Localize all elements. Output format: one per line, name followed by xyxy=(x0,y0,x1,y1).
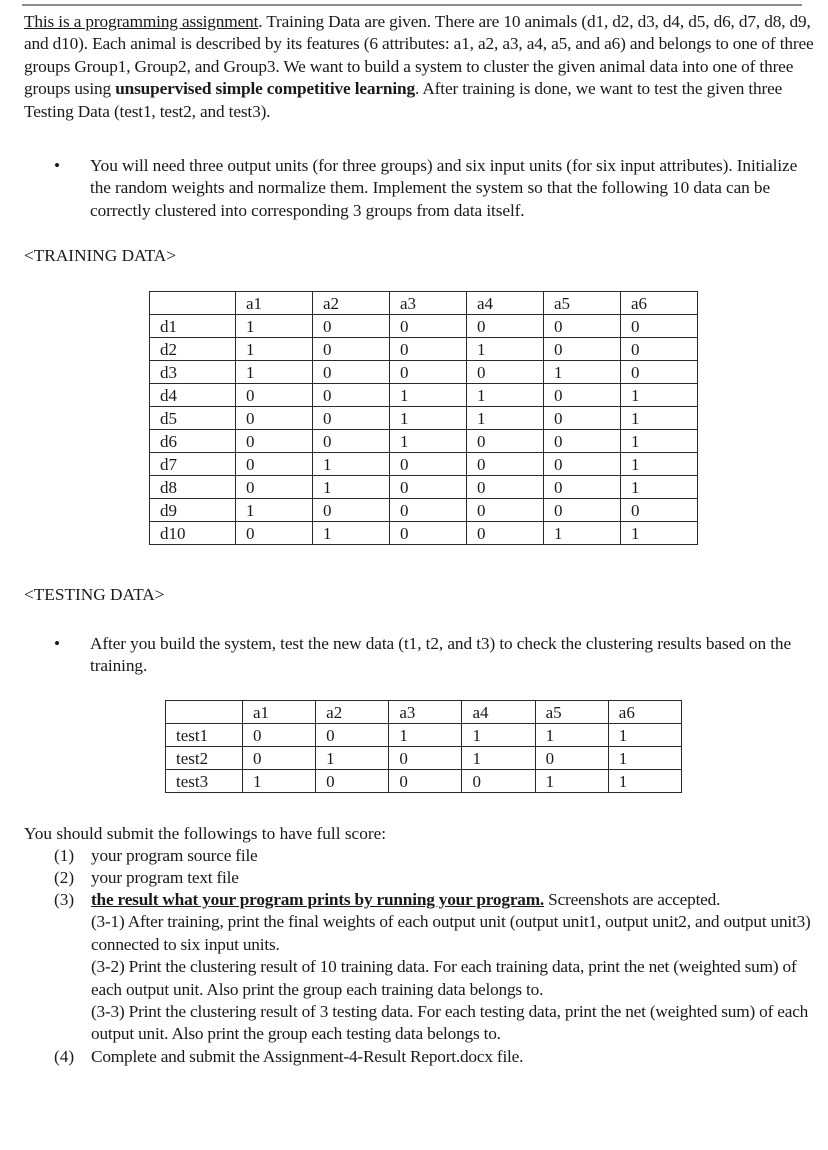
row-label: d2 xyxy=(150,338,236,361)
item3-2: (3-2) Print the clustering result of 10 training data. For each training data, print the net (weighted sum) of each output unit. Also print the group each training data belongs to. xyxy=(91,957,797,999)
table-cell: 0 xyxy=(236,430,313,453)
table-cell: 1 xyxy=(544,361,621,384)
top-rule xyxy=(22,4,802,6)
item-number: (3) xyxy=(54,890,75,909)
table-cell: 1 xyxy=(544,522,621,545)
table-row xyxy=(150,430,698,453)
table-cell: 0 xyxy=(313,407,390,430)
bullet-instructions-text: You will need three output units (for three groups) and six input units (for six input attributes). Initialize the random weights and normalize them. Implement the system so that the following 10 data can be correctly clustered into corresponding 3 groups from data itself. xyxy=(90,156,798,220)
bullet-testing-text: After you build the system, test the new data (t1, t2, and t3) to check the clustering results based on the training. xyxy=(90,634,792,676)
table-cell: 1 xyxy=(236,499,313,522)
row-label: d5 xyxy=(150,407,236,430)
table-cell: 1 xyxy=(462,724,535,747)
column-header: a5 xyxy=(535,701,608,724)
intro-text-2: . After training is done, we want to test the given three Testing Data (test1, test2, and test3). xyxy=(24,79,783,121)
table-cell: 1 xyxy=(621,476,698,499)
table-cell: 1 xyxy=(243,770,316,793)
column-header: a1 xyxy=(236,292,313,315)
row-label: d4 xyxy=(150,384,236,407)
table-cell: 1 xyxy=(608,747,681,770)
table-cell: 0 xyxy=(389,747,462,770)
row-label: d6 xyxy=(150,430,236,453)
item-text: your program source file xyxy=(91,846,258,865)
table-cell: 0 xyxy=(544,453,621,476)
table-cell: 0 xyxy=(236,453,313,476)
table-cell: 1 xyxy=(608,770,681,793)
row-label: test2 xyxy=(166,747,243,770)
table-cell: 0 xyxy=(467,430,544,453)
table-cell: 0 xyxy=(467,476,544,499)
intro-underlined: This is a programming assignment xyxy=(24,12,259,31)
table-cell: 0 xyxy=(621,361,698,384)
row-label: d7 xyxy=(150,453,236,476)
table-cell: 0 xyxy=(621,315,698,338)
table-header-row xyxy=(166,701,682,724)
table-cell: 0 xyxy=(390,476,467,499)
item3-bold: the result what your program prints by running your program. xyxy=(91,890,545,909)
training-table xyxy=(149,291,698,545)
table-cell: 0 xyxy=(467,361,544,384)
table-cell: 0 xyxy=(462,770,535,793)
table-cell: 0 xyxy=(313,384,390,407)
item3-1: (3-1) After training, print the final weights of each output unit (output unit1, output unit2, and output unit3) connected to six input units. xyxy=(91,912,811,954)
table-cell: 0 xyxy=(390,338,467,361)
row-label: d8 xyxy=(150,476,236,499)
table-cell: 1 xyxy=(621,407,698,430)
table-cell: 0 xyxy=(236,407,313,430)
table-row xyxy=(150,453,698,476)
header-corner xyxy=(166,701,243,724)
table-row xyxy=(150,338,698,361)
table-row xyxy=(150,499,698,522)
training-heading: <TRAINING DATA> xyxy=(24,246,177,265)
table-cell: 0 xyxy=(621,338,698,361)
table-cell: 0 xyxy=(621,499,698,522)
table-cell: 1 xyxy=(236,361,313,384)
table-cell: 0 xyxy=(313,430,390,453)
table-cell: 1 xyxy=(316,747,389,770)
table-cell: 0 xyxy=(544,476,621,499)
item-number: (4) xyxy=(54,1047,75,1066)
table-cell: 1 xyxy=(390,430,467,453)
testing-heading: <TESTING DATA> xyxy=(24,585,165,604)
table-cell: 1 xyxy=(313,476,390,499)
item-number: (1) xyxy=(54,846,75,865)
bullet-dot: • xyxy=(54,156,61,175)
table-cell: 0 xyxy=(313,338,390,361)
table-cell: 0 xyxy=(467,315,544,338)
column-header: a3 xyxy=(389,701,462,724)
table-cell: 0 xyxy=(544,315,621,338)
table-cell: 0 xyxy=(313,315,390,338)
table-cell: 0 xyxy=(544,384,621,407)
column-header: a2 xyxy=(316,701,389,724)
table-cell: 0 xyxy=(390,453,467,476)
table-cell: 0 xyxy=(236,384,313,407)
table-row xyxy=(150,476,698,499)
table-cell: 0 xyxy=(313,361,390,384)
table-cell: 0 xyxy=(316,724,389,747)
table-cell: 0 xyxy=(390,522,467,545)
item-number: (2) xyxy=(54,868,75,887)
table-cell: 1 xyxy=(621,453,698,476)
table-cell: 0 xyxy=(236,522,313,545)
row-label: test3 xyxy=(166,770,243,793)
table-cell: 0 xyxy=(313,499,390,522)
table-header-row xyxy=(150,292,698,315)
column-header: a4 xyxy=(462,701,535,724)
table-cell: 1 xyxy=(467,384,544,407)
table-cell: 0 xyxy=(236,476,313,499)
column-header: a2 xyxy=(313,292,390,315)
table-cell: 0 xyxy=(316,770,389,793)
table-cell: 1 xyxy=(467,338,544,361)
table-cell: 1 xyxy=(608,724,681,747)
table-cell: 1 xyxy=(389,724,462,747)
submit-intro: You should submit the followings to have full score: xyxy=(24,824,387,843)
item-text xyxy=(91,889,828,1046)
table-cell: 0 xyxy=(535,747,608,770)
table-cell: 1 xyxy=(467,407,544,430)
table-row xyxy=(150,315,698,338)
table-cell: 1 xyxy=(390,384,467,407)
table-row xyxy=(166,770,682,793)
testing-table xyxy=(165,700,682,793)
column-header: a6 xyxy=(608,701,681,724)
table-row xyxy=(166,747,682,770)
table-cell: 0 xyxy=(390,361,467,384)
intro-bold: unsupervised simple competitive learning xyxy=(115,79,415,99)
table-cell: 0 xyxy=(467,453,544,476)
table-row xyxy=(166,724,682,747)
table-cell: 1 xyxy=(313,453,390,476)
table-cell: 0 xyxy=(243,747,316,770)
table-cell: 0 xyxy=(467,499,544,522)
row-label: d1 xyxy=(150,315,236,338)
bullet-dot: • xyxy=(54,634,61,653)
table-cell: 1 xyxy=(621,430,698,453)
item3-rest: Screenshots are accepted. xyxy=(544,890,721,909)
table-cell: 1 xyxy=(236,338,313,361)
table-cell: 0 xyxy=(544,338,621,361)
column-header: a4 xyxy=(467,292,544,315)
item3-3: (3-3) Print the clustering result of 3 testing data. For each testing data, print the net (weighted sum) of each output unit. Also print the group each testing data belongs to. xyxy=(91,1002,809,1044)
table-row xyxy=(150,361,698,384)
table-row xyxy=(150,384,698,407)
intro-paragraph xyxy=(24,11,814,123)
table-cell: 1 xyxy=(313,522,390,545)
table-row xyxy=(150,522,698,545)
item-text: Complete and submit the Assignment-4-Result Report.docx file. xyxy=(91,1047,524,1066)
table-cell: 1 xyxy=(462,747,535,770)
item-text: your program text file xyxy=(91,868,239,887)
row-label: d10 xyxy=(150,522,236,545)
column-header: a6 xyxy=(621,292,698,315)
header-corner xyxy=(150,292,236,315)
table-cell: 1 xyxy=(535,724,608,747)
table-cell: 0 xyxy=(243,724,316,747)
table-cell: 0 xyxy=(389,770,462,793)
table-cell: 0 xyxy=(544,499,621,522)
row-label: test1 xyxy=(166,724,243,747)
row-label: d3 xyxy=(150,361,236,384)
table-cell: 1 xyxy=(621,384,698,407)
row-label: d9 xyxy=(150,499,236,522)
column-header: a5 xyxy=(544,292,621,315)
table-cell: 1 xyxy=(535,770,608,793)
table-cell: 1 xyxy=(621,522,698,545)
intro-text-1: . Training Data are given. There are 10 animals (d1, d2, d3, d4, d5, d6, d7, d8, d9, and d10). Each animal is described by its features (6 attributes: a1, a2, a3, a4, a5, and a6) and belongs to one of three groups Group1, Group2, and Group3. We want to build a system to cluster the given animal data into one of three groups using xyxy=(24,12,814,99)
table-cell: 0 xyxy=(544,407,621,430)
table-cell: 0 xyxy=(467,522,544,545)
table-cell: 0 xyxy=(390,315,467,338)
table-cell: 0 xyxy=(544,430,621,453)
column-header: a1 xyxy=(243,701,316,724)
table-cell: 1 xyxy=(390,407,467,430)
column-header: a3 xyxy=(390,292,467,315)
table-row xyxy=(150,407,698,430)
table-cell: 0 xyxy=(390,499,467,522)
table-cell: 1 xyxy=(236,315,313,338)
